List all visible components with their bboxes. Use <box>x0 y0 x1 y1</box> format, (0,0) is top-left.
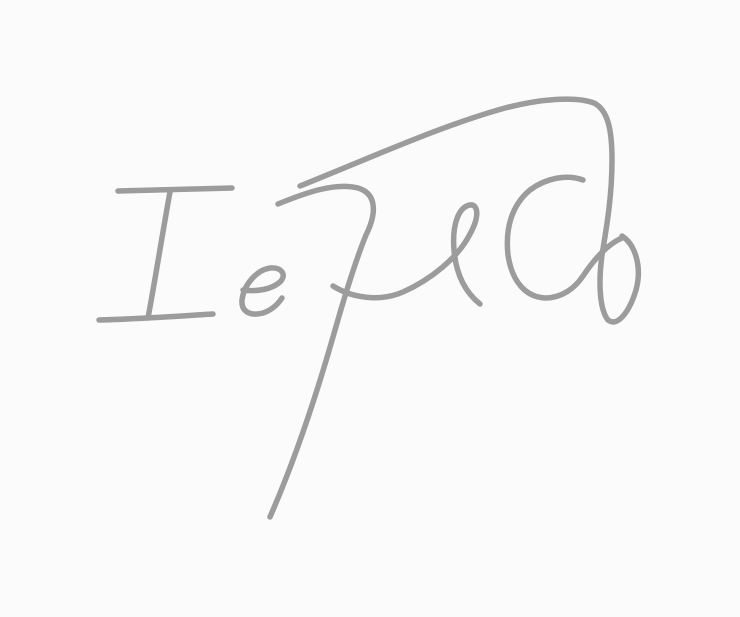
stroke-connector <box>333 205 480 304</box>
signature-strokes <box>99 99 638 517</box>
stroke-i-top <box>118 188 232 191</box>
stroke-e <box>242 268 283 314</box>
stroke-p-descender <box>270 186 373 517</box>
stroke-i-stem <box>148 192 170 318</box>
stroke-i-bottom <box>99 314 213 320</box>
